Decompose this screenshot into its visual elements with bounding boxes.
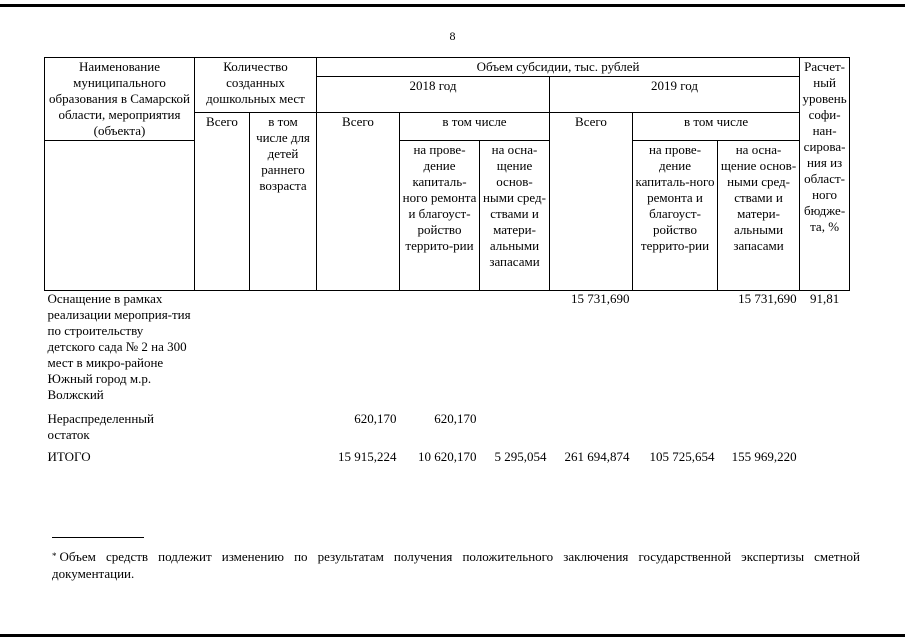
cell-2018-capital: 10 620,170 xyxy=(418,449,477,464)
cell-2019-total: 15 731,690 xyxy=(571,291,630,306)
header-2018-total: Всего xyxy=(317,113,400,291)
header-places: Количество созданных дошкольных мест xyxy=(195,58,317,113)
page-number: 8 xyxy=(449,29,456,43)
cell-2018-total: 620,170 xyxy=(354,411,397,426)
footnote-separator xyxy=(52,537,144,538)
header-year-2019: 2019 год xyxy=(550,77,800,113)
header-2019-including: в том числе xyxy=(633,113,800,141)
header-places-early: в том числе для детей раннего возраста xyxy=(250,113,317,291)
row-name: Оснащение в рамках реализации мероприя-тия по строительству детского сада № 2 на 300 мест в микро-районе Южный город м.р. Волжский xyxy=(47,291,191,402)
table-row xyxy=(45,291,850,412)
top-border-rule xyxy=(0,4,905,7)
cell-2018-equipment: 5 295,054 xyxy=(494,449,547,464)
cell-2019-equipment: 155 969,220 xyxy=(731,449,797,464)
row-name: ИТОГО xyxy=(47,449,91,464)
cell-2019-total: 261 694,874 xyxy=(564,449,630,464)
cell-2018-capital: 620,170 xyxy=(434,411,477,426)
header-2018-equipment: на осна-щение основ-ными сред-ствами и матери-альными запасами xyxy=(480,141,550,291)
header-year-2018: 2018 год xyxy=(317,77,550,113)
row-name: Нераспределенный остаток xyxy=(47,411,155,442)
table-row xyxy=(45,411,850,449)
header-2018-including: в том числе xyxy=(400,113,550,141)
subsidy-table xyxy=(44,57,850,465)
header-name: Наименование муниципального образования в Самарской области, мероприятия (объекта) xyxy=(45,58,195,141)
header-2019-equipment: на осна-щение основ-ными сред-ствами и матери-альными запасами xyxy=(718,141,800,291)
footnote-marker: * xyxy=(52,551,57,561)
cell-rate: 91,81 xyxy=(809,291,840,306)
header-name-bottom xyxy=(45,141,195,291)
header-rate: Расчет-ный уровень софи-нан-сирова-ния из област-ного бюдже-та, % xyxy=(800,58,850,291)
cell-2019-capital: 105 725,654 xyxy=(649,449,715,464)
header-2019-capital: на прове-дение капиталь-ного ремонта и благоуст-ройство террито-рии xyxy=(633,141,718,291)
table-row xyxy=(45,449,850,465)
header-subsidy: Объем субсидии, тыс. рублей xyxy=(317,58,800,77)
footnote-text: Объем средств подлежит изменению по результатам получения положительного заключения государственной экспертизы сметной документации. xyxy=(52,549,860,581)
footnote xyxy=(52,548,860,582)
cell-2019-equipment: 15 731,690 xyxy=(738,291,797,306)
header-2019-total: Всего xyxy=(550,113,633,291)
header-2018-capital: на прове-дение капиталь-ного ремонта и благоуст-ройство террито-рии xyxy=(400,141,480,291)
cell-2018-total: 15 915,224 xyxy=(338,449,397,464)
bottom-border-rule xyxy=(0,634,905,637)
header-places-total: Всего xyxy=(195,113,250,291)
